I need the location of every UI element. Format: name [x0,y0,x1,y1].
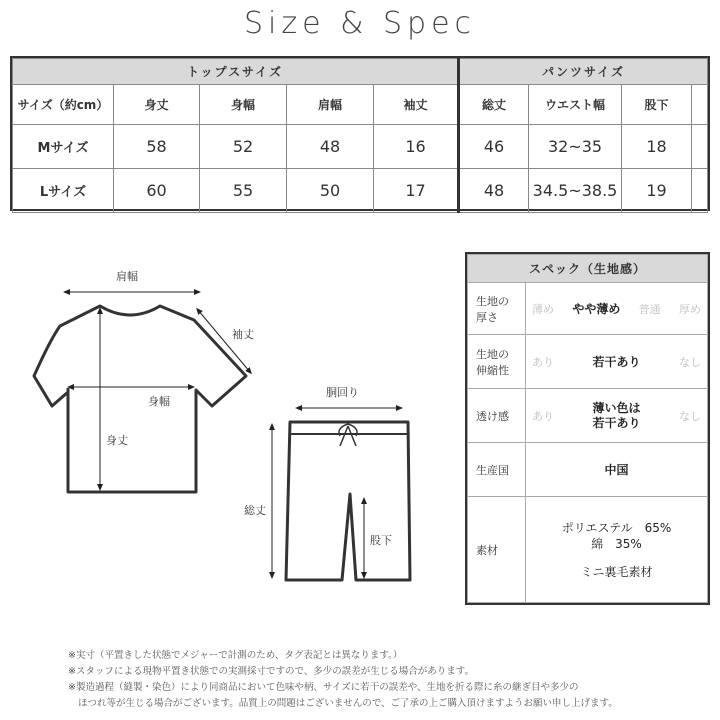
col-header-shoulder: 肩幅 [287,85,374,125]
spec-material-value: ポリエステル 65% 綿 35% ミニ裏毛素材 [526,497,708,603]
table-cell: 50 [287,169,374,213]
spec-label-stretch: 生地の 伸縮性 [468,335,526,389]
option-no: なし [678,355,701,369]
row-label: Mサイズ [13,125,114,169]
label-waist: 胴回り [326,386,359,399]
spec-label-sheer: 透け感 [468,389,526,443]
note-line: ほつれ等が生じる場合がございます。品質上の問題はございませんので、ご了承の上ご購入頂けますようお願い申し上げます。 [78,698,618,709]
measurement-diagram [0,230,460,610]
option-slight-selected: 若干あり [592,355,641,369]
spec-header: スペック（生地感） [468,255,708,283]
col-header-sleeve: 袖丈 [374,85,459,125]
col-header-body-length: 身丈 [114,85,200,125]
spec-label-material: 素材 [468,497,526,603]
page-title: Size & Spec [243,6,477,41]
note-line: ※製造過程（縫製・染色）により同商品において色味や柄、サイズに若干の誤差や、生地を折る際に糸の継ぎ目や多少の [68,682,579,693]
option-no: なし [678,409,701,423]
col-header-inseam: 股下 [622,85,692,125]
table-cell: 16 [374,125,459,169]
option-light-colors-selected: 薄い色は 若干あり [592,400,641,430]
label-total-length: 総丈 [244,504,266,517]
row-label: Lサイズ [13,169,114,213]
option-yes: あり [532,355,554,369]
spec-table [465,252,710,605]
spec-thickness-scale [526,283,708,335]
table-row [13,125,708,169]
col-header-waist: ウエスト幅 [529,85,622,125]
spec-sheer-scale [526,389,708,443]
size-table [10,56,710,211]
table-cell: 55 [200,169,287,213]
table-cell: 18 [622,125,692,169]
tops-size-header: トップスサイズ [13,59,459,85]
table-cell [692,125,708,169]
spec-origin-value: 中国 [526,443,708,497]
option-slightly-thin-selected: やや薄め [572,302,621,316]
table-cell: 48 [287,125,374,169]
note-line: ※実寸（平置きした状態でメジャーで計測のため、タグ表記とは異なります。） [68,650,403,661]
garment-illustration [0,230,460,610]
option-normal: 普通 [638,302,661,316]
table-cell: 19 [622,169,692,213]
table-cell: 46 [459,125,529,169]
label-chest: 身幅 [148,395,170,408]
col-header-body-width: 身幅 [200,85,287,125]
table-cell: 60 [114,169,200,213]
table-cell: 58 [114,125,200,169]
table-cell: 17 [374,169,459,213]
label-body-length: 身丈 [106,434,128,447]
option-yes: あり [532,409,554,423]
table-cell: 34.5~38.5 [529,169,622,213]
option-thin: 薄め [532,302,554,316]
option-thick: 厚め [679,302,701,316]
table-cell: 32~35 [529,125,622,169]
table-cell: 52 [200,125,287,169]
spec-label-thickness: 生地の 厚さ [468,283,526,335]
label-sleeve: 袖丈 [232,328,254,341]
label-shoulder: 肩幅 [116,270,138,283]
note-line: ※スタッフによる現物平置き状態での実測採寸ですので、多少の誤差が生じる場合があります。 [68,666,475,677]
notes [68,648,708,712]
pants-outline [286,422,410,580]
tshirt-outline [34,306,246,492]
col-header-empty [692,85,708,125]
table-cell [692,169,708,213]
pants-size-header: パンツサイズ [459,59,708,85]
table-row [13,169,708,213]
label-inseam: 股下 [370,534,392,547]
spec-stretch-scale [526,335,708,389]
spec-label-origin: 生産国 [468,443,526,497]
col-header-size: サイズ（約cm） [13,85,114,125]
col-header-total-length: 総丈 [459,85,529,125]
table-cell: 48 [459,169,529,213]
